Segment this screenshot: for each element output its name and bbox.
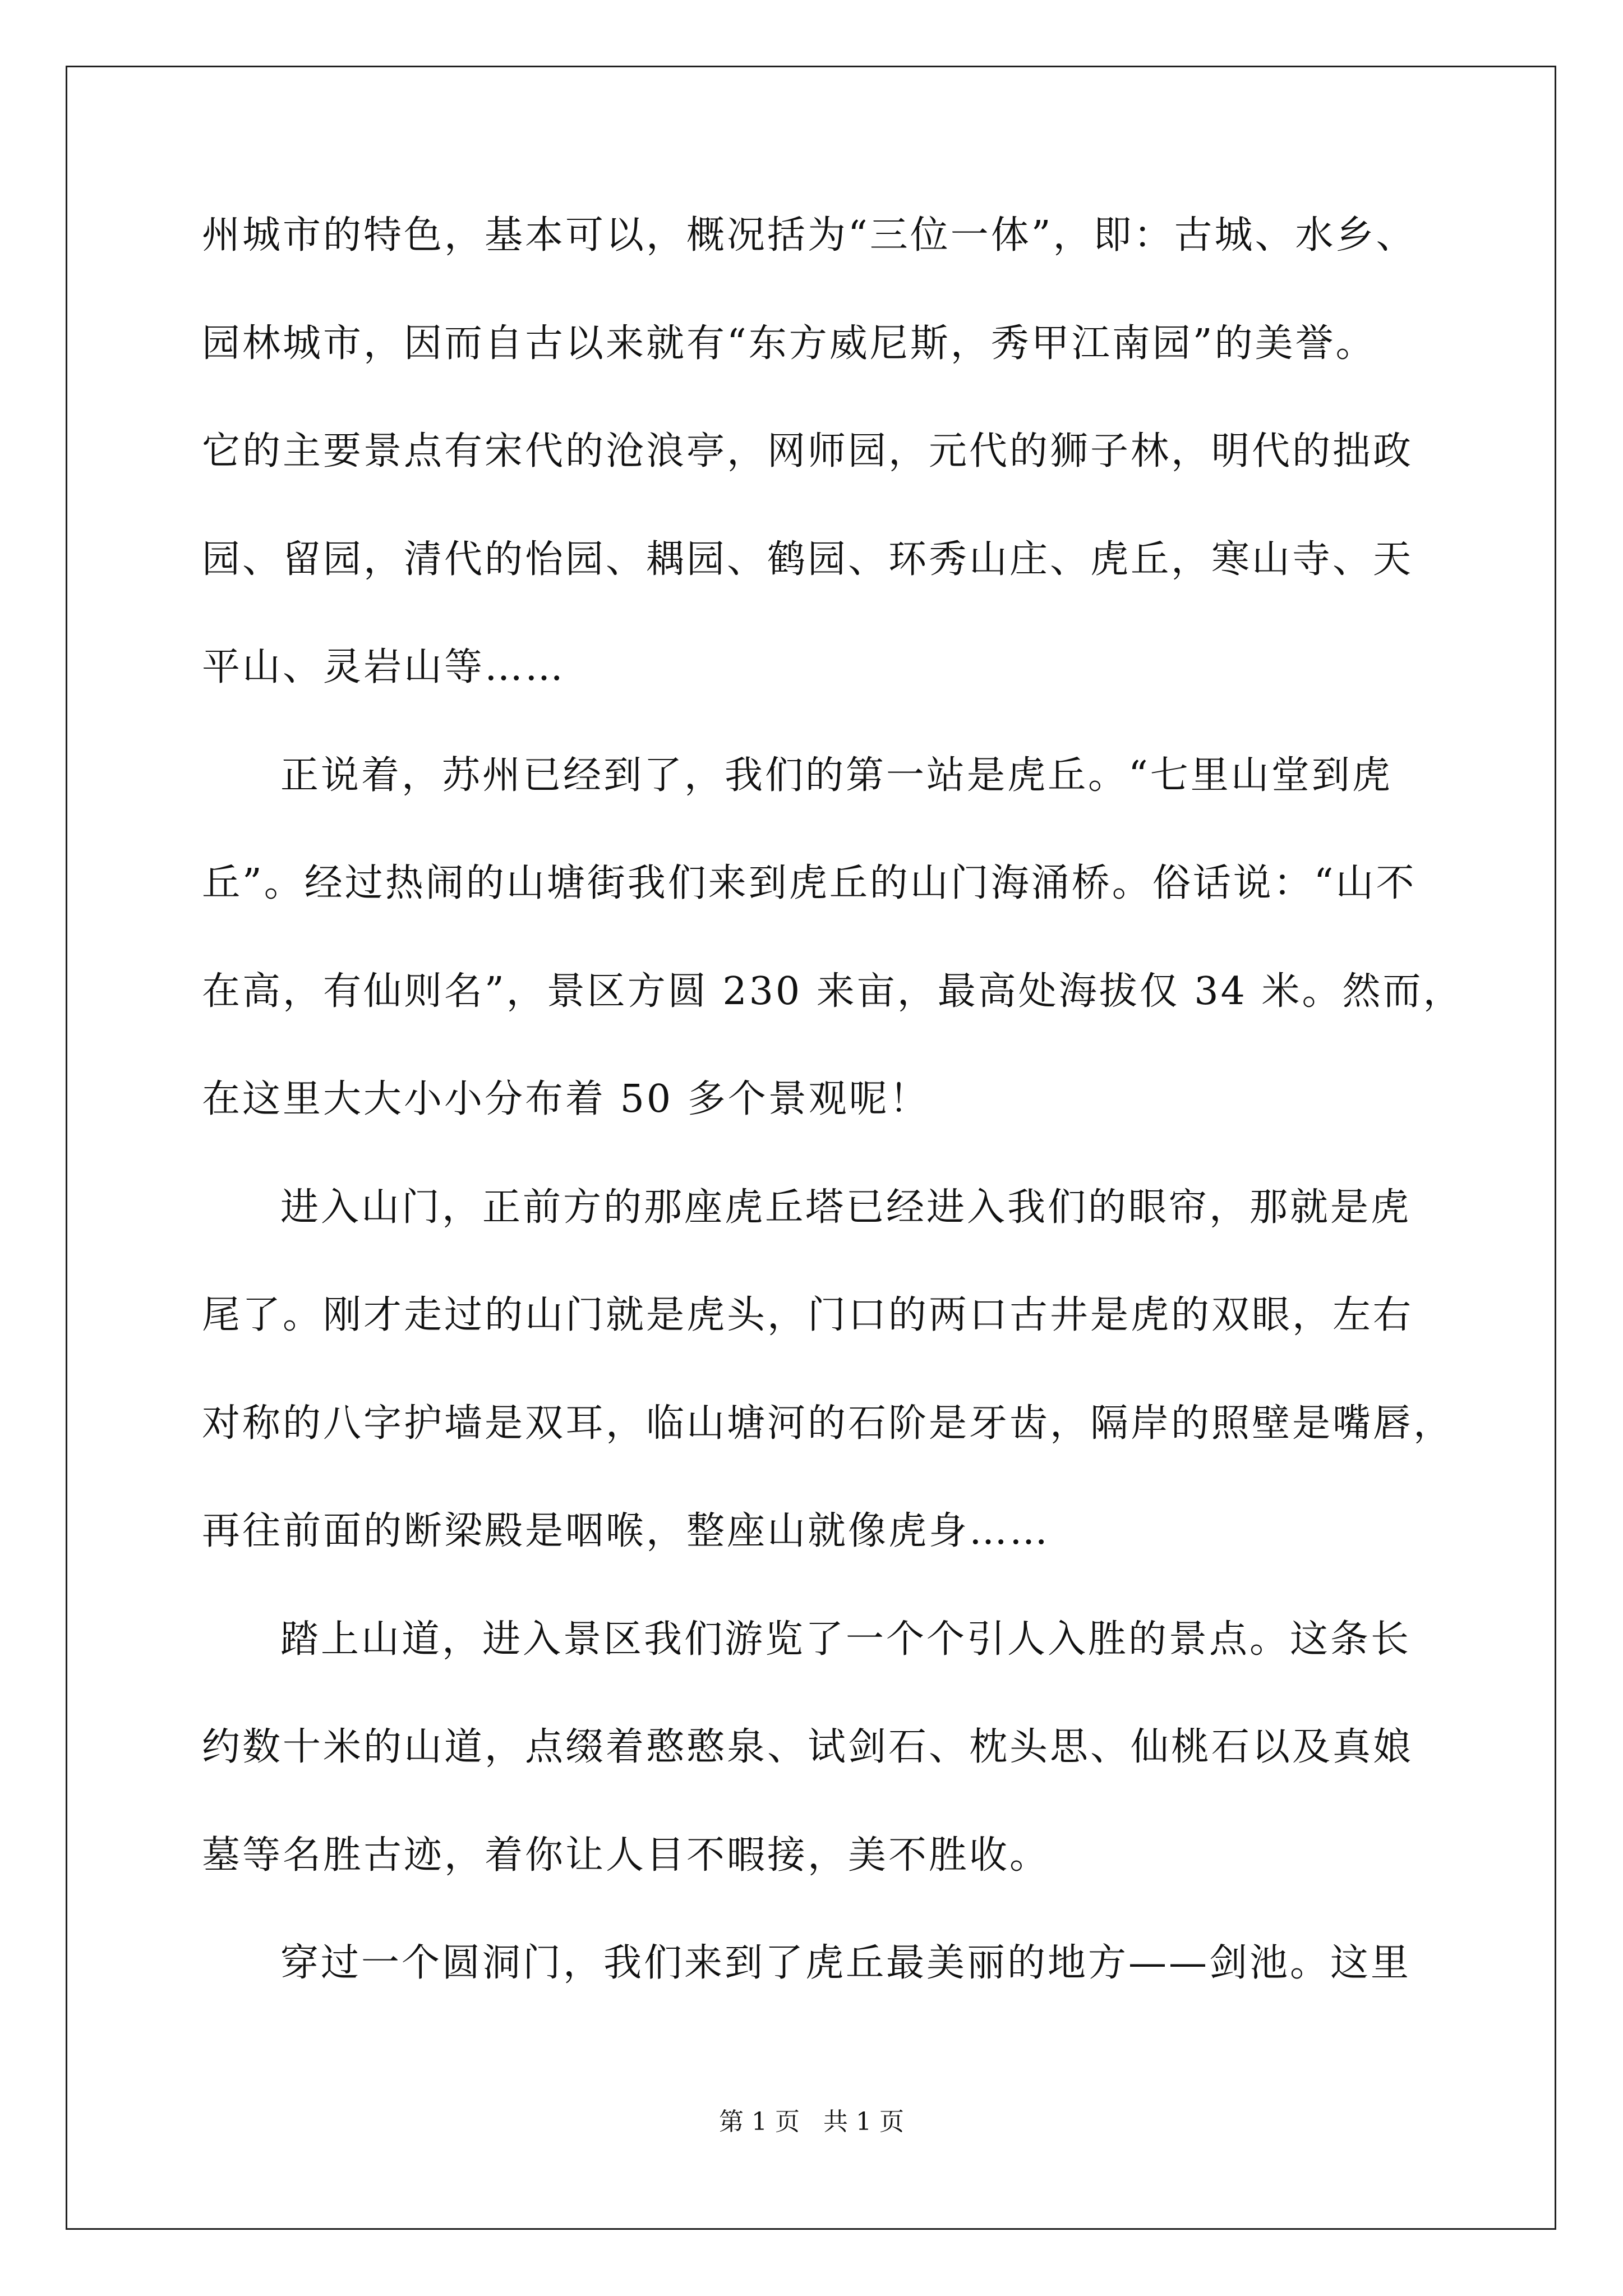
text-line: 尾了。刚才走过的山门就是虎头，门口的两口古井是虎的双眼，左右 xyxy=(202,1293,1414,1337)
text-line: 墓等名胜古迹，着你让人目不暇接，美不胜收。 xyxy=(202,1833,1050,1878)
text-line: 穿过一个圆洞门，我们来到了虎丘最美丽的地方——剑池。这里 xyxy=(280,1941,1412,1985)
text-line: 正说着，苏州已经到了，我们的第一站是虎丘。“七里山堂到虎 xyxy=(280,753,1393,798)
text-line: 丘”。经过热闹的山塘街我们来到虎丘的山门海涌桥。俗话说：“山不 xyxy=(202,861,1417,905)
text-line: 在高，有仙则名”，景区方圆 230 来亩，最高处海拔仅 34 米。然而， xyxy=(202,969,1464,1014)
text-line: 园林城市，因而自古以来就有“东方威尼斯，秀甲江南园”的美誉。 xyxy=(202,321,1376,366)
text-line: 再往前面的断梁殿是咽喉，整座山就像虎身…… xyxy=(202,1509,1050,1553)
text-line: 约数十米的山道，点缀着憨憨泉、试剑石、枕头思、仙桃石以及真娘 xyxy=(202,1725,1414,1769)
text-line: 进入山门，正前方的那座虎丘塔已经进入我们的眼帘，那就是虎 xyxy=(280,1185,1412,1230)
text-line: 平山、灵岩山等…… xyxy=(202,645,566,689)
text-line: 园、留园，清代的怡园、耦园、鹤园、环秀山庄、虎丘，寒山寺、天 xyxy=(202,537,1414,582)
text-line: 踏上山道，进入景区我们游览了一个个引人入胜的景点。这条长 xyxy=(280,1617,1412,1662)
page-frame xyxy=(66,66,1556,2230)
text-line: 它的主要景点有宋代的沧浪亭，网师园，元代的狮子林，明代的拙政 xyxy=(202,429,1414,473)
text-line: 州城市的特色，基本可以，概况括为“三位一体”，即：古城、水乡、 xyxy=(202,213,1417,257)
text-line: 在这里大大小小分布着 50 多个景观呢！ xyxy=(202,1077,930,1121)
page-number-footer: 第 1 页 共 1 页 xyxy=(719,2108,904,2136)
text-line: 对称的八字护墙是双耳，临山塘河的石阶是牙齿，隔岸的照壁是嘴唇， xyxy=(202,1401,1454,1446)
